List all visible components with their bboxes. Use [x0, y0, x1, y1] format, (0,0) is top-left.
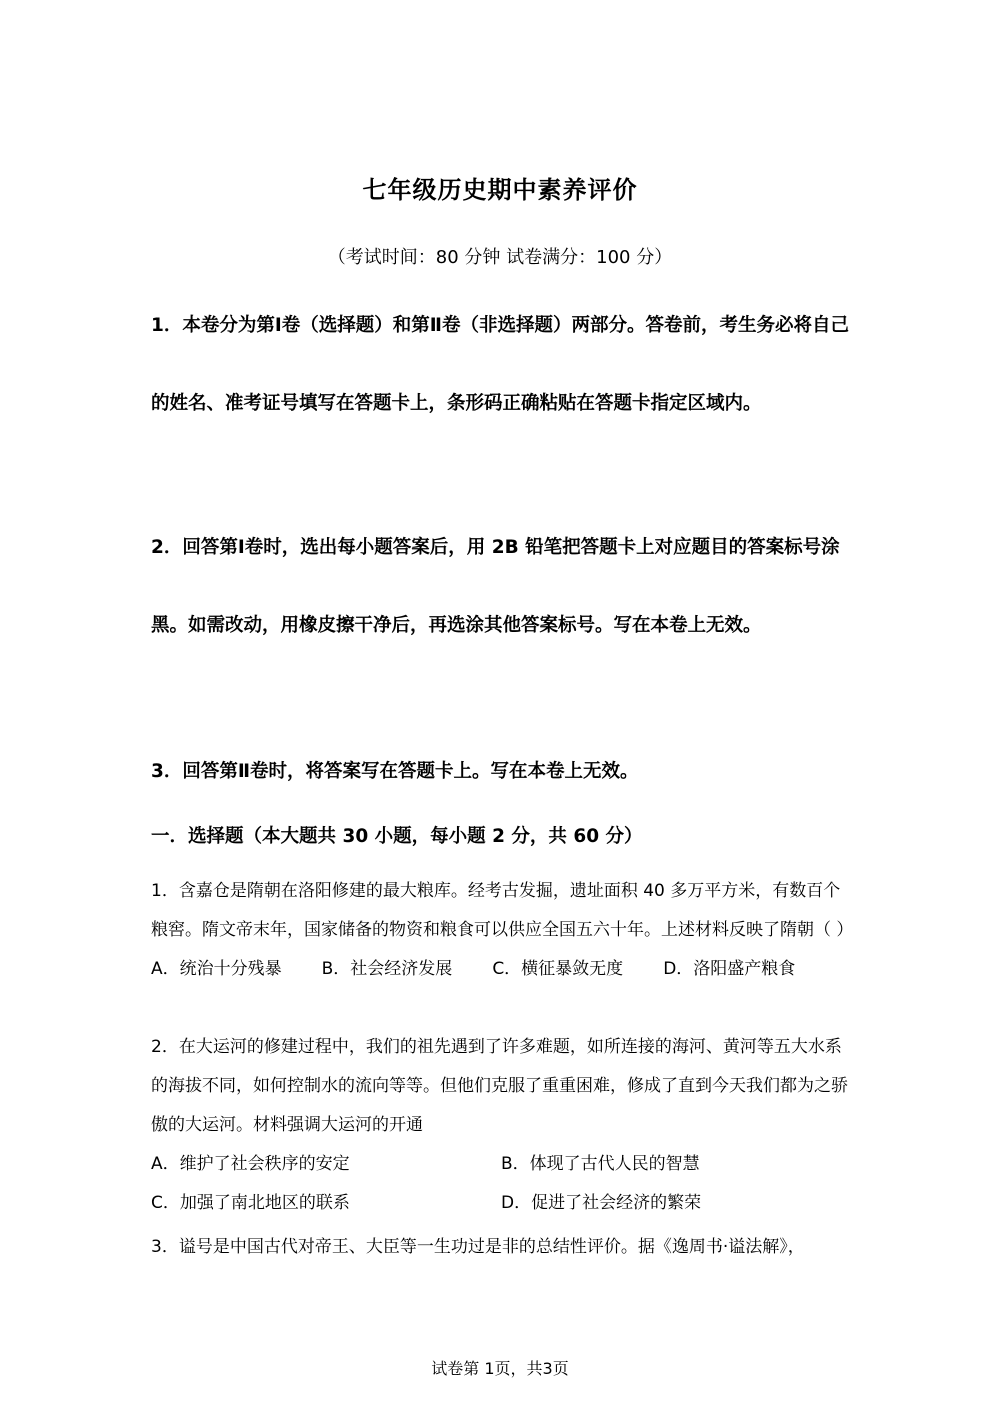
- page-title: 七年级历史期中素养评价: [362, 176, 638, 204]
- option-d: D．促进了社会经济的繁荣: [501, 1193, 702, 1213]
- notice-3: 3．回答第Ⅱ卷时，将答案写在答题卡上。写在本卷上无效。: [151, 761, 639, 782]
- section-title: 一．选择题（本大题共 30 小题，每小题 2 分，共 60 分）: [151, 826, 643, 847]
- question-stem: 1．含嘉仓是隋朝在洛阳修建的最大粮库。经考古发掘，遗址面积 40 多万平方米，有数百个粮窖。隋文帝末年，国家储备的物资和粮食可以供应全国五六十年。上述材料反映了隋朝（ ）: [151, 881, 854, 940]
- question-options: [151, 950, 851, 989]
- notice-1: 1．本卷分为第Ⅰ卷（选择题）和第Ⅱ卷（非选择题）两部分。答卷前，考生务必将自己的姓名、准考证号填写在答题卡上，条形码正确粘贴在答题卡指定区域内。: [151, 315, 849, 414]
- question-options-row-1: [151, 1145, 851, 1184]
- notice-2: 2．回答第Ⅰ卷时，选出每小题答案后，用 2B 铅笔把答题卡上对应题目的答案标号涂黑。如需改动，用橡皮擦干净后，再选涂其他答案标号。写在本卷上无效。: [151, 537, 840, 636]
- option-d: D．洛阳盛产粮食: [663, 959, 796, 979]
- question-2: [151, 1028, 851, 1223]
- page-footer: 试卷第 1页，共3页: [431, 1359, 569, 1378]
- question-1: [151, 872, 854, 989]
- question-stem: 3．谥号是中国古代对帝王、大臣等一生功过是非的总结性评价。据《逸周书·谥法解》，: [151, 1237, 805, 1257]
- option-b: B．社会经济发展: [321, 959, 453, 979]
- question-options-row-2: [151, 1184, 851, 1223]
- question-stem: 2．在大运河的修建过程中，我们的祖先遇到了许多难题，如所连接的海河、黄河等五大水系的海拔不同，如何控制水的流向等等。但他们克服了重重困难，修成了直到今天我们都为之骄傲的大运河。材料强调大运河的开通: [151, 1037, 848, 1135]
- option-c: C．加强了南北地区的联系: [151, 1193, 350, 1213]
- option-c: C．横征暴敛无度: [492, 959, 624, 979]
- option-b: B．体现了古代人民的智慧: [501, 1154, 700, 1174]
- option-a: A．维护了社会秩序的安定: [151, 1154, 350, 1174]
- option-a: A．统治十分残暴: [151, 959, 282, 979]
- question-3: [151, 1228, 851, 1267]
- exam-info: （考试时间：80 分钟 试卷满分：100 分）: [327, 247, 673, 268]
